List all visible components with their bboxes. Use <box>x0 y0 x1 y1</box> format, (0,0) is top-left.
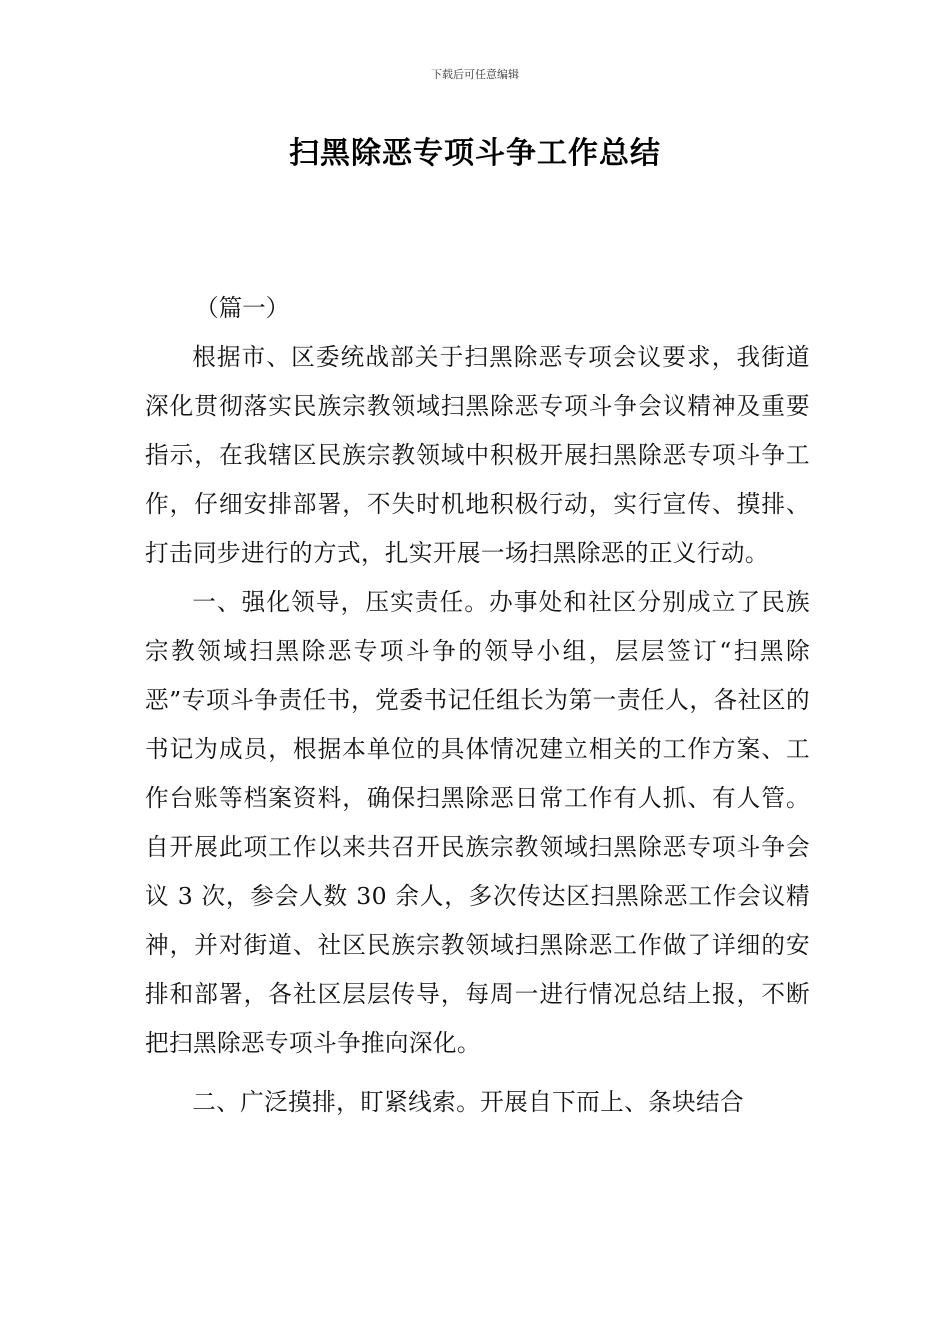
header-note: 下载后可任意编辑 <box>431 68 519 81</box>
document-body <box>145 284 810 1127</box>
paragraph-section-1: 一、强化领导，压实责任。办事处和社区分别成立了民族宗教领域扫黑除恶专项斗争的领导小组，层层签订“扫黑除恶”专项斗争责任书，党委书记任组长为第一责任人，各社区的书记为成员，根据本单位的具体情况建立相关的工作方案、工作台账等档案资料，确保扫黑除恶日常工作有人抓、有人管。自开展此项工作以来共召开民族宗教领域扫黑除恶专项斗争会议 3 次，参会人数 30 余人，多次传达区扫黑除恶工作会议精神，并对街道、社区民族宗教领域扫黑除恶工作做了详细的安排和部署，各社区层层传导，每周一进行情况总结上报，不断把扫黑除恶专项斗争推向深化。 <box>145 588 810 1057</box>
paragraph-section-2: 二、广泛摸排，盯紧线索。开展自下而上、条块结合 <box>192 1088 745 1116</box>
section-label: （篇一） <box>195 294 290 322</box>
document-title: 扫黑除恶专项斗争工作总结 <box>289 136 661 171</box>
paragraph-intro: 根据市、区委统战部关于扫黑除恶专项会议要求，我街道深化贯彻落实民族宗教领域扫黑除恶专项斗争会议精神及重要指示，在我辖区民族宗教领域中积极开展扫黑除恶专项斗争工作，仔细安排部署，不失时机地积极行动，实行宣传、摸排、打击同步进行的方式，扎实开展一场扫黑除恶的正义行动。 <box>145 343 810 567</box>
